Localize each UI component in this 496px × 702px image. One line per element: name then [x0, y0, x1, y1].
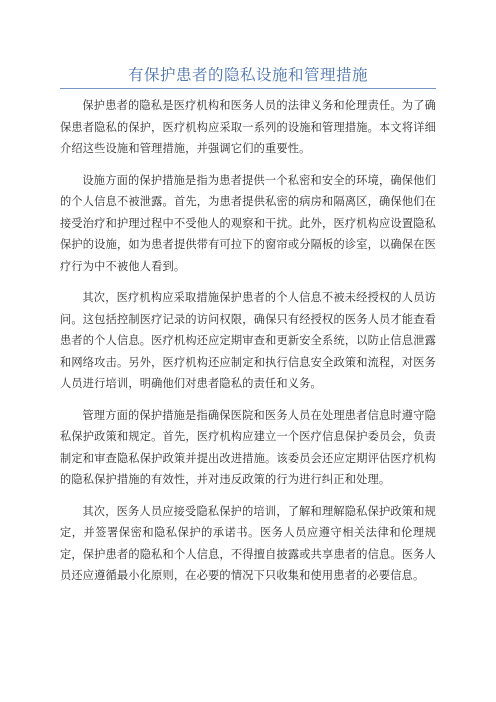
paragraph-2: 设施方面的保护措施是指为患者提供一个私密和安全的环境，确保他们的个人信息不被泄露。首先，为患者提供私密的病房和隔离区，确保他们在接受治疗和护理过程中不受他人的观察和干扰。此外，医疗机构应设置隐私保护的设施，如为患者提供带有可拉下的窗帘或分隔板的诊室，以确保在医疗行为中不被他人看到。	[60, 173, 436, 273]
paragraph-3: 其次，医疗机构应采取措施保护患者的个人信息不被未经授权的人员访问。这包括控制医疗记录的访问权限，确保只有经授权的医务人员才能查看患者的个人信息。医疗机构还应定期审查和更新安全系统，以防止信息泄露和网络攻击。另外，医疗机构还应制定和执行信息安全政策和流程，对医务人员进行培训，明确他们对患者隐私的责任和义务。	[60, 291, 436, 390]
document-body	[60, 95, 436, 597]
document-title: 有保护患者的隐私设施和管理措施	[127, 66, 368, 84]
paragraph-5: 其次，医务人员应接受隐私保护的培训，了解和理解隐私保护政策和规定，并签署保密和隐私保护的承诺书。医务人员应遵守相关法律和伦理规定，保护患者的隐私和个人信息，不得擅自披露或共享患者的信息。医务人员还应遵循最小化原则，在必要的情况下只收集和使用患者的必要信息。	[60, 504, 436, 582]
paragraph-4: 管理方面的保护措施是指确保医院和医务人员在处理患者信息时遵守隐私保护政策和规定。首先，医疗机构应建立一个医疗信息保护委员会，负责制定和审查隐私保护政策并提出改进措施。该委员会还应定期评估医疗机构的隐私保护措施的有效性，并对违反政策的行为进行纠正和处理。	[60, 408, 436, 486]
title-underline	[60, 88, 436, 89]
paragraph-1: 保护患者的隐私是医疗机构和医务人员的法律义务和伦理责任。为了确保患者隐私的保护，医疗机构应采取一系列的设施和管理措施。本文将详细介绍这些设施和管理措施，并强调它们的重要性。	[60, 99, 436, 155]
